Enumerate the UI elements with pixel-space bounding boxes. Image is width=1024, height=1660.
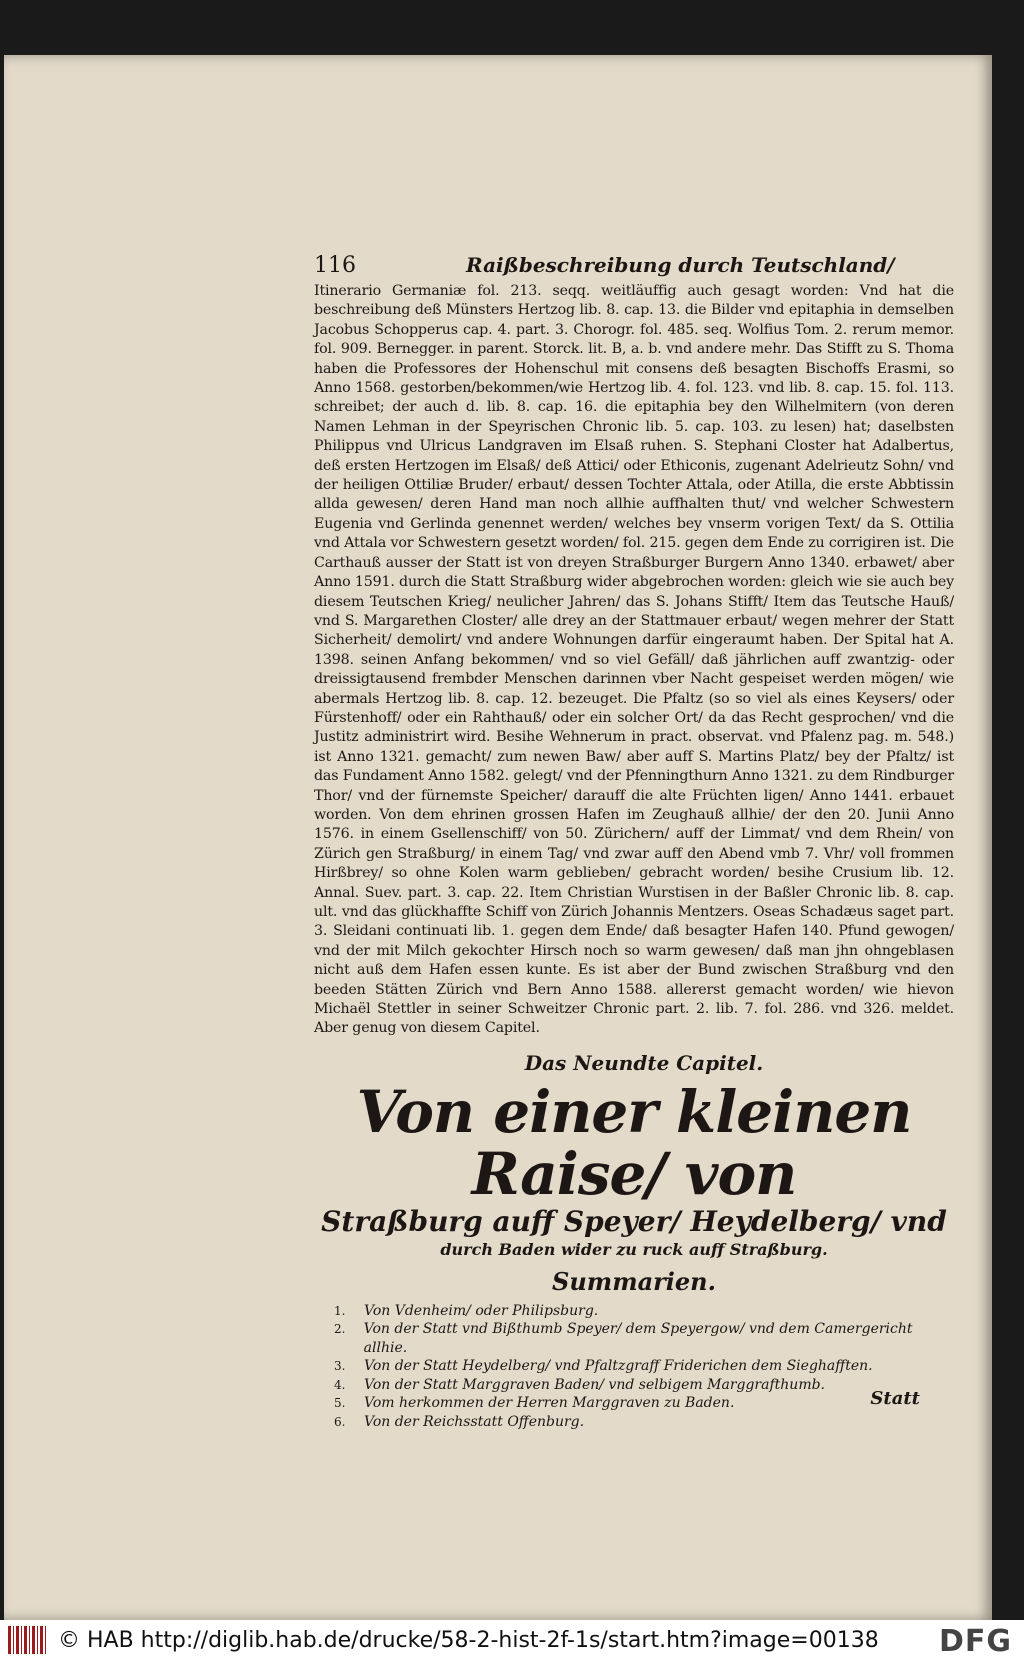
summary-item	[334, 1302, 954, 1321]
summaries-heading: Summarien.	[552, 1266, 716, 1296]
summary-number: 2.	[334, 1322, 346, 1337]
summary-number: 1.	[334, 1303, 346, 1318]
summary-item	[334, 1376, 954, 1395]
chapter-label: Das Neundte Capitel.	[524, 1050, 764, 1075]
running-head: Raißbeschreibung durch Teutschland/	[466, 253, 895, 277]
summary-item	[334, 1394, 954, 1413]
body-text: Itinerario Germaniæ fol. 213. seqq. weitläuffig auch gesagt worden: Vnd hat die beschreibung deß Münsters Hertzog lib. 8. cap. 13. die Bilder vnd epitaphia in demselben Jacobus Schopperus cap. 4. part. 3. Chorogr. fol. 485. seq. Wolfius Tom. 2. rerum memor. fol. 909. Bernegger. in parent. Storck. lit. B, a. b. vnd andere mehr. Das Stifft zu S. Thoma haben die Professores der Hohenschul mit consens deß besagten Bischoffs Erasmi, so Anno 1568. gestorben/bekommen/wie Hertzog lib. 4. fol. 123. vnd lib. 8. cap. 15. fol. 113. schreibet; der auch d. lib. 8. cap. 16. die epitaphia bey den Wilhelmitern (von deren Namen Lehman in der Speyrischen Chronic lib. 5. cap. 103. zu lesen) hat; daselbsten Philippus vnd Ulricus Landgraven im Elsaß ruhen. S. Stephani Closter hat Adalbertus, deß ersten Hertzogen im Elsaß/ deß Attici/ oder Ethiconis, zugenant Adelrieutz Sohn/ vnd der heiligen Ottiliæ Bruder/ erbaut/ dessen Tochter Attala, oder Atilla, die erste Abbtissin allda gewesen/ deren Hand man noch allhie auffhalten thut/ vnd welcher Schwestern Eugenia vnd Gerlinda genennet werden/ welches bey vnserm vorigen Text/ da S. Ottilia vnd Attala vor Schwestern gesetzt worden/ fol. 215. gegen dem Ende zu corrigiren ist. Die Carthauß ausser der Statt ist von dreyen Straßburger Burgern Anno 1340. erbawet/ aber Anno 1591. durch die Statt Straßburg wider abgebrochen worden: gleich wie sie auch bey diesem Teutschen Krieg/ neulicher Jahren/ das S. Johans Stifft/ Item das Teutsche Hauß/ vnd S. Margarethen Closter/ alle drey an der Stattmauer erbaut/ wegen mehrer der Statt Sicherheit/ demolirt/ vnd andere Wohnungen darfür eingeraumt haben. Der Spital hat A. 1398. seinen Anfang bekommen/ vnd so viel Gefäll/ daß jährlichen auff zwantzig- oder dreissigtausend frembder Menschen darinnen vber Nacht gespeiset werden mögen/ wie abermals Hertzog lib. 8. cap. 12. bezeuget. Die Pfaltz (so so viel als eines Keysers/ oder Fürstenhoff/ oder ein Rahthauß/ oder ein solcher Ort/ da das Recht gesprochen/ vnd die Justitz administrirt wird. Besihe Wehnerum in pract. observat. vnd Pfalenz pag. m. 548.) ist Anno 1321. gemacht/ zum newen Baw/ aber auff S. Martins Platz/ bey der Pfaltz/ ist das Fundament Anno 1582. gelegt/ vnd der Pfenningthurn Anno 1321. zu dem Rindburger Thor/ vnd der fürnemste Speicher/ darauff die alte Früchten ligen/ Anno 1441. erbauet worden. Von dem ehrinen grossen Hafen im Zeughauß allhie/ der den 20. Junii Anno 1576. in einem Gsellenschiff/ von 50. Zürichern/ auff der Limmat/ vnd dem Rhein/ von Zürich gen Straßburg/ in einem Tag/ vnd zwar auff den Abend vmb 7. Vhr/ voll frommen Hirßbrey/ so ohne Kolen warm geblieben/ gebracht worden/ besihe Crusium lib. 12. Annal. Suev. part. 3. cap. 22. Item Christian Wurstisen in der Baßler Chronic lib. 8. cap. ult. vnd das glückhaffte Schiff von Zürich Johannis Mentzers. Oseas Schadæus saget part. 3. Sleidani continuati lib. 1. gegen dem Ende/ daß besagter Hafen 140. Pfund gewogen/ vnd der mit Milch gekochter Hirsch noch so warm gewesen/ daß man jhn ohngeblasen nicht auß dem Hafen essen kunte. Es ist aber der Bund zwischen Straßburg vnd den beeden Stätten Zürich vnd Bern Anno 1588. allererst gemacht worden/ wie hievon Michaël Stettler in seiner Schweitzer Chronic part. 2. lib. 7. fol. 286. vnd 326. meldet. Aber genug von diesem Capitel.	[314, 283, 954, 1037]
summary-text: Von der Statt Marggraven Baden/ vnd selbigem Marggrafthumb.	[364, 1376, 826, 1393]
chapter-subtitle-2: durch Baden wider zu ruck auff Straßburg.	[440, 1239, 828, 1259]
summary-text: Von der Statt vnd Bißthumb Speyer/ dem Speyergow/ vnd dem Camergericht allhie.	[363, 1321, 913, 1356]
summary-number: 3.	[334, 1359, 346, 1374]
catchword: Statt	[870, 1388, 920, 1409]
page-header	[314, 253, 954, 278]
chapter-subtitle: Straßburg auff Speyer/ Heydelberg/ vnd	[321, 1204, 947, 1238]
book-page	[4, 55, 992, 1620]
footer-bar	[0, 1620, 1024, 1660]
dfg-logo: DFG	[938, 1624, 1012, 1659]
barcode-icon	[8, 1626, 46, 1654]
summary-list	[334, 1302, 954, 1432]
chapter-title: Von einer kleinen Raise/ von	[356, 1077, 912, 1208]
source-link[interactable]: © HAB http://diglib.hab.de/drucke/58-2-hist-2f-1s/start.htm?image=00138	[58, 1627, 879, 1653]
page-number: 116	[314, 253, 356, 278]
summary-text: Vom herkommen der Herren Marggraven zu Baden.	[364, 1395, 735, 1412]
summary-text: Von Vdenheim/ oder Philipsburg.	[364, 1302, 599, 1319]
summary-item	[334, 1413, 954, 1432]
page-content	[314, 253, 954, 1431]
summary-text: Von der Statt Heydelberg/ vnd Pfaltzgraff Friderichen dem Sieghafften.	[364, 1358, 873, 1375]
summary-number: 4.	[334, 1377, 346, 1392]
summary-item	[334, 1320, 954, 1357]
summary-number: 5.	[334, 1396, 346, 1411]
summary-item	[334, 1357, 954, 1376]
summary-number: 6.	[334, 1414, 346, 1429]
summary-text: Von der Reichsstatt Offenburg.	[364, 1413, 585, 1430]
